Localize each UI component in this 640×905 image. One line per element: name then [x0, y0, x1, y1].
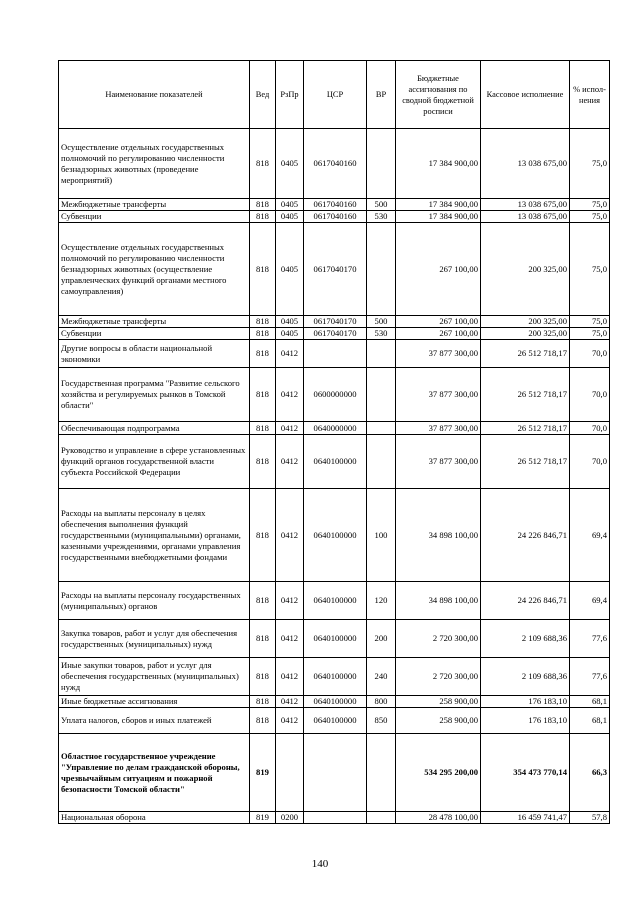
- cell-pct: 75,0: [570, 211, 610, 223]
- cell-budget: 37 877 300,00: [396, 368, 481, 422]
- cell-cash: 16 459 741,47: [481, 812, 570, 824]
- cell-budget: 17 384 900,00: [396, 211, 481, 223]
- cell-vr: [367, 812, 396, 824]
- table-row: [59, 422, 610, 435]
- cell-budget: 34 898 100,00: [396, 582, 481, 620]
- cell-csr: 0640100000: [304, 658, 367, 696]
- cell-vr: [367, 368, 396, 422]
- cell-name: Иные бюджетные ассигнования: [59, 696, 250, 708]
- table-row: [59, 734, 610, 812]
- cell-csr: 0617040170: [304, 223, 367, 316]
- cell-cash: 176 183,10: [481, 696, 570, 708]
- cell-budget: 37 877 300,00: [396, 422, 481, 435]
- cell-name: Расходы на выплаты персоналу государственных (муниципальных) органов: [59, 582, 250, 620]
- cell-ved: 818: [250, 582, 276, 620]
- cell-budget: 34 898 100,00: [396, 489, 481, 582]
- cell-pct: 70,0: [570, 340, 610, 368]
- header-rzpr: РзПр: [276, 61, 304, 129]
- cell-ved: 818: [250, 435, 276, 489]
- cell-vr: 850: [367, 708, 396, 734]
- cell-budget: 267 100,00: [396, 223, 481, 316]
- cell-cash: 26 512 718,17: [481, 368, 570, 422]
- cell-ved: 818: [250, 620, 276, 658]
- cell-cash: 13 038 675,00: [481, 129, 570, 199]
- cell-cash: 176 183,10: [481, 708, 570, 734]
- table-row: [59, 129, 610, 199]
- cell-rzpr: 0412: [276, 435, 304, 489]
- cell-vr: [367, 435, 396, 489]
- cell-name: Субвенции: [59, 211, 250, 223]
- cell-name: Областное государственное учреждение "Управление по делам гражданской обороны, чрезвычайным ситуациям и пожарной безопасности Томской области": [59, 734, 250, 812]
- cell-name: Уплата налогов, сборов и иных платежей: [59, 708, 250, 734]
- table-row: [59, 435, 610, 489]
- cell-cash: 200 325,00: [481, 223, 570, 316]
- cell-rzpr: 0405: [276, 211, 304, 223]
- cell-vr: [367, 129, 396, 199]
- cell-csr: 0600000000: [304, 368, 367, 422]
- cell-budget: 37 877 300,00: [396, 340, 481, 368]
- cell-csr: 0640100000: [304, 489, 367, 582]
- cell-name: Обеспечивающая подпрограмма: [59, 422, 250, 435]
- table-row: [59, 211, 610, 223]
- cell-csr: 0640100000: [304, 620, 367, 658]
- cell-rzpr: 0405: [276, 316, 304, 328]
- cell-pct: 57,8: [570, 812, 610, 824]
- table-row: [59, 223, 610, 316]
- cell-rzpr: 0412: [276, 422, 304, 435]
- cell-rzpr: [276, 734, 304, 812]
- cell-pct: 70,0: [570, 435, 610, 489]
- cell-pct: 77,6: [570, 620, 610, 658]
- cell-rzpr: 0412: [276, 620, 304, 658]
- cell-ved: 818: [250, 696, 276, 708]
- cell-pct: 75,0: [570, 316, 610, 328]
- header-csr: ЦСР: [304, 61, 367, 129]
- cell-csr: 0640100000: [304, 582, 367, 620]
- cell-cash: 13 038 675,00: [481, 199, 570, 211]
- cell-pct: 75,0: [570, 328, 610, 340]
- cell-cash: 2 109 688,36: [481, 658, 570, 696]
- cell-budget: 2 720 300,00: [396, 620, 481, 658]
- cell-cash: 26 512 718,17: [481, 435, 570, 489]
- cell-vr: [367, 340, 396, 368]
- cell-ved: 819: [250, 812, 276, 824]
- cell-name: Осуществление отдельных государственных полномочий по регулированию численности безнадзорных животных (осуществление управленческих функций органами местного самоуправления): [59, 223, 250, 316]
- cell-csr: 0617040160: [304, 211, 367, 223]
- table-row: [59, 316, 610, 328]
- cell-name: Национальная оборона: [59, 812, 250, 824]
- cell-budget: 17 384 900,00: [396, 199, 481, 211]
- header-name: Наименование показателей: [59, 61, 250, 129]
- cell-csr: [304, 734, 367, 812]
- cell-vr: [367, 422, 396, 435]
- cell-budget: 258 900,00: [396, 696, 481, 708]
- cell-cash: 2 109 688,36: [481, 620, 570, 658]
- table-row: [59, 199, 610, 211]
- cell-ved: 818: [250, 489, 276, 582]
- cell-vr: 120: [367, 582, 396, 620]
- cell-vr: 800: [367, 696, 396, 708]
- cell-cash: 24 226 846,71: [481, 582, 570, 620]
- cell-cash: 13 038 675,00: [481, 211, 570, 223]
- cell-ved: 818: [250, 340, 276, 368]
- table-body: [59, 129, 610, 824]
- cell-vr: 240: [367, 658, 396, 696]
- cell-rzpr: 0405: [276, 223, 304, 316]
- cell-name: Межбюджетные трансферты: [59, 316, 250, 328]
- cell-rzpr: 0412: [276, 340, 304, 368]
- cell-cash: 24 226 846,71: [481, 489, 570, 582]
- cell-ved: 819: [250, 734, 276, 812]
- budget-table: [58, 60, 610, 824]
- cell-ved: 818: [250, 316, 276, 328]
- cell-pct: 75,0: [570, 129, 610, 199]
- cell-vr: [367, 223, 396, 316]
- cell-rzpr: 0405: [276, 129, 304, 199]
- cell-csr: 0617040170: [304, 316, 367, 328]
- cell-budget: 37 877 300,00: [396, 435, 481, 489]
- table-row: [59, 368, 610, 422]
- table-row: [59, 489, 610, 582]
- cell-cash: 354 473 770,14: [481, 734, 570, 812]
- cell-vr: 100: [367, 489, 396, 582]
- header-cash: Кассовое исполнение: [481, 61, 570, 129]
- cell-name: Другие вопросы в области национальной экономики: [59, 340, 250, 368]
- cell-vr: 530: [367, 328, 396, 340]
- cell-csr: 0617040170: [304, 328, 367, 340]
- cell-name: Государственная программа "Развитие сельского хозяйства и регулируемых рынков в Томской области": [59, 368, 250, 422]
- cell-pct: 69,4: [570, 582, 610, 620]
- cell-csr: 0617040160: [304, 199, 367, 211]
- cell-rzpr: 0200: [276, 812, 304, 824]
- cell-pct: 77,6: [570, 658, 610, 696]
- header-budget: Бюджетные ассигнования по сводной бюджетной росписи: [396, 61, 481, 129]
- table-row: [59, 658, 610, 696]
- table-row: [59, 582, 610, 620]
- cell-ved: 818: [250, 211, 276, 223]
- cell-csr: 0640000000: [304, 422, 367, 435]
- cell-cash: 26 512 718,17: [481, 340, 570, 368]
- cell-pct: 75,0: [570, 199, 610, 211]
- cell-pct: 75,0: [570, 223, 610, 316]
- cell-name: Расходы на выплаты персоналу в целях обеспечения выполнения функций государственными (муниципальными) органами, казенными учреждениями, органами управления государственными внебюджетными фондами: [59, 489, 250, 582]
- cell-csr: [304, 340, 367, 368]
- cell-ved: 818: [250, 223, 276, 316]
- cell-ved: 818: [250, 708, 276, 734]
- cell-csr: 0640100000: [304, 708, 367, 734]
- cell-budget: 267 100,00: [396, 316, 481, 328]
- cell-budget: 534 295 200,00: [396, 734, 481, 812]
- cell-ved: 818: [250, 129, 276, 199]
- cell-ved: 818: [250, 199, 276, 211]
- cell-ved: 818: [250, 422, 276, 435]
- cell-name: Межбюджетные трансферты: [59, 199, 250, 211]
- cell-name: Осуществление отдельных государственных полномочий по регулированию численности безнадзорных животных (проведение мероприятий): [59, 129, 250, 199]
- table-row: [59, 328, 610, 340]
- cell-rzpr: 0412: [276, 368, 304, 422]
- cell-cash: 26 512 718,17: [481, 422, 570, 435]
- cell-pct: 69,4: [570, 489, 610, 582]
- cell-cash: 200 325,00: [481, 328, 570, 340]
- cell-csr: [304, 812, 367, 824]
- cell-pct: 68,1: [570, 708, 610, 734]
- header-ved: Вед: [250, 61, 276, 129]
- table-row: [59, 708, 610, 734]
- header-pct: % испол-нения: [570, 61, 610, 129]
- cell-rzpr: 0412: [276, 489, 304, 582]
- page-number: 140: [311, 858, 329, 870]
- cell-pct: 68,1: [570, 696, 610, 708]
- table-row: [59, 696, 610, 708]
- cell-name: Иные закупки товаров, работ и услуг для обеспечения государственных (муниципальных) нужд: [59, 658, 250, 696]
- cell-name: Закупка товаров, работ и услуг для обеспечения государственных (муниципальных) нужд: [59, 620, 250, 658]
- cell-rzpr: 0405: [276, 328, 304, 340]
- cell-budget: 267 100,00: [396, 328, 481, 340]
- cell-budget: 2 720 300,00: [396, 658, 481, 696]
- cell-csr: 0640100000: [304, 435, 367, 489]
- cell-rzpr: 0412: [276, 696, 304, 708]
- cell-rzpr: 0412: [276, 708, 304, 734]
- cell-ved: 818: [250, 658, 276, 696]
- cell-vr: 530: [367, 211, 396, 223]
- cell-vr: 200: [367, 620, 396, 658]
- cell-ved: 818: [250, 368, 276, 422]
- cell-csr: 0617040160: [304, 129, 367, 199]
- cell-pct: 70,0: [570, 368, 610, 422]
- cell-budget: 17 384 900,00: [396, 129, 481, 199]
- header-row: [59, 61, 610, 129]
- cell-name: Субвенции: [59, 328, 250, 340]
- cell-vr: 500: [367, 316, 396, 328]
- cell-ved: 818: [250, 328, 276, 340]
- table-row: [59, 340, 610, 368]
- cell-rzpr: 0405: [276, 199, 304, 211]
- header-vr: ВР: [367, 61, 396, 129]
- table-row: [59, 812, 610, 824]
- table-row: [59, 620, 610, 658]
- cell-vr: 500: [367, 199, 396, 211]
- cell-csr: 0640100000: [304, 696, 367, 708]
- cell-rzpr: 0412: [276, 658, 304, 696]
- cell-pct: 66,3: [570, 734, 610, 812]
- cell-budget: 258 900,00: [396, 708, 481, 734]
- cell-rzpr: 0412: [276, 582, 304, 620]
- cell-cash: 200 325,00: [481, 316, 570, 328]
- cell-budget: 28 478 100,00: [396, 812, 481, 824]
- cell-pct: 70,0: [570, 422, 610, 435]
- cell-name: Руководство и управление в сфере установленных функций органов государственной власти субъекта Российской Федерации: [59, 435, 250, 489]
- cell-vr: [367, 734, 396, 812]
